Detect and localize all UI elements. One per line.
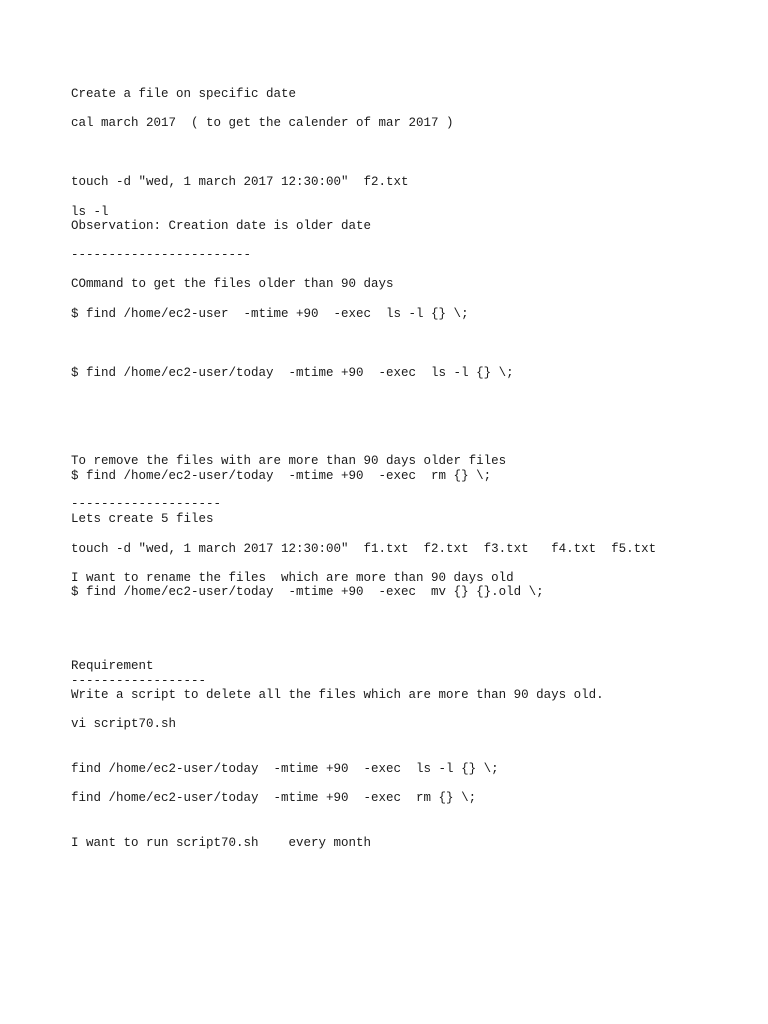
command-line: $ find /home/ec2-user/today -mtime +90 -exec rm {} \;: [71, 469, 492, 483]
separator-line: ------------------: [71, 674, 207, 688]
command-line: find /home/ec2-user/today -mtime +90 -exec rm {} \;: [71, 791, 477, 805]
command-line: $ find /home/ec2-user/today -mtime +90 -exec ls -l {} \;: [71, 366, 514, 380]
command-line: find /home/ec2-user/today -mtime +90 -exec ls -l {} \;: [71, 762, 499, 776]
text-line: touch -d "wed, 1 march 2017 12:30:00" f2.txt: [71, 175, 409, 189]
command-line: $ find /home/ec2-user -mtime +90 -exec ls -l {} \;: [71, 307, 469, 321]
command-line: $ find /home/ec2-user/today -mtime +90 -exec mv {} {}.old \;: [71, 585, 544, 599]
text-line: I want to run script70.sh every month: [71, 836, 372, 850]
text-line: Create a file on specific date: [71, 87, 297, 101]
text-line: Observation: Creation date is older date: [71, 219, 372, 233]
text-line: Lets create 5 files: [71, 512, 214, 526]
separator-line: ------------------------: [71, 248, 252, 262]
text-line: COmmand to get the files older than 90 days: [71, 277, 394, 291]
text-line: cal march 2017 ( to get the calender of mar 2017 ): [71, 116, 454, 130]
separator-line: --------------------: [71, 497, 222, 511]
text-line: To remove the files with are more than 90 days older files: [71, 454, 507, 468]
heading-line: Requirement: [71, 659, 154, 673]
text-line: Write a script to delete all the files which are more than 90 days old.: [71, 688, 604, 702]
command-line: vi script70.sh: [71, 717, 177, 731]
command-line: touch -d "wed, 1 march 2017 12:30:00" f1.txt f2.txt f3.txt f4.txt f5.txt: [71, 542, 657, 556]
text-line: I want to rename the files which are more than 90 days old: [71, 571, 514, 585]
text-line: ls -l: [71, 205, 109, 219]
